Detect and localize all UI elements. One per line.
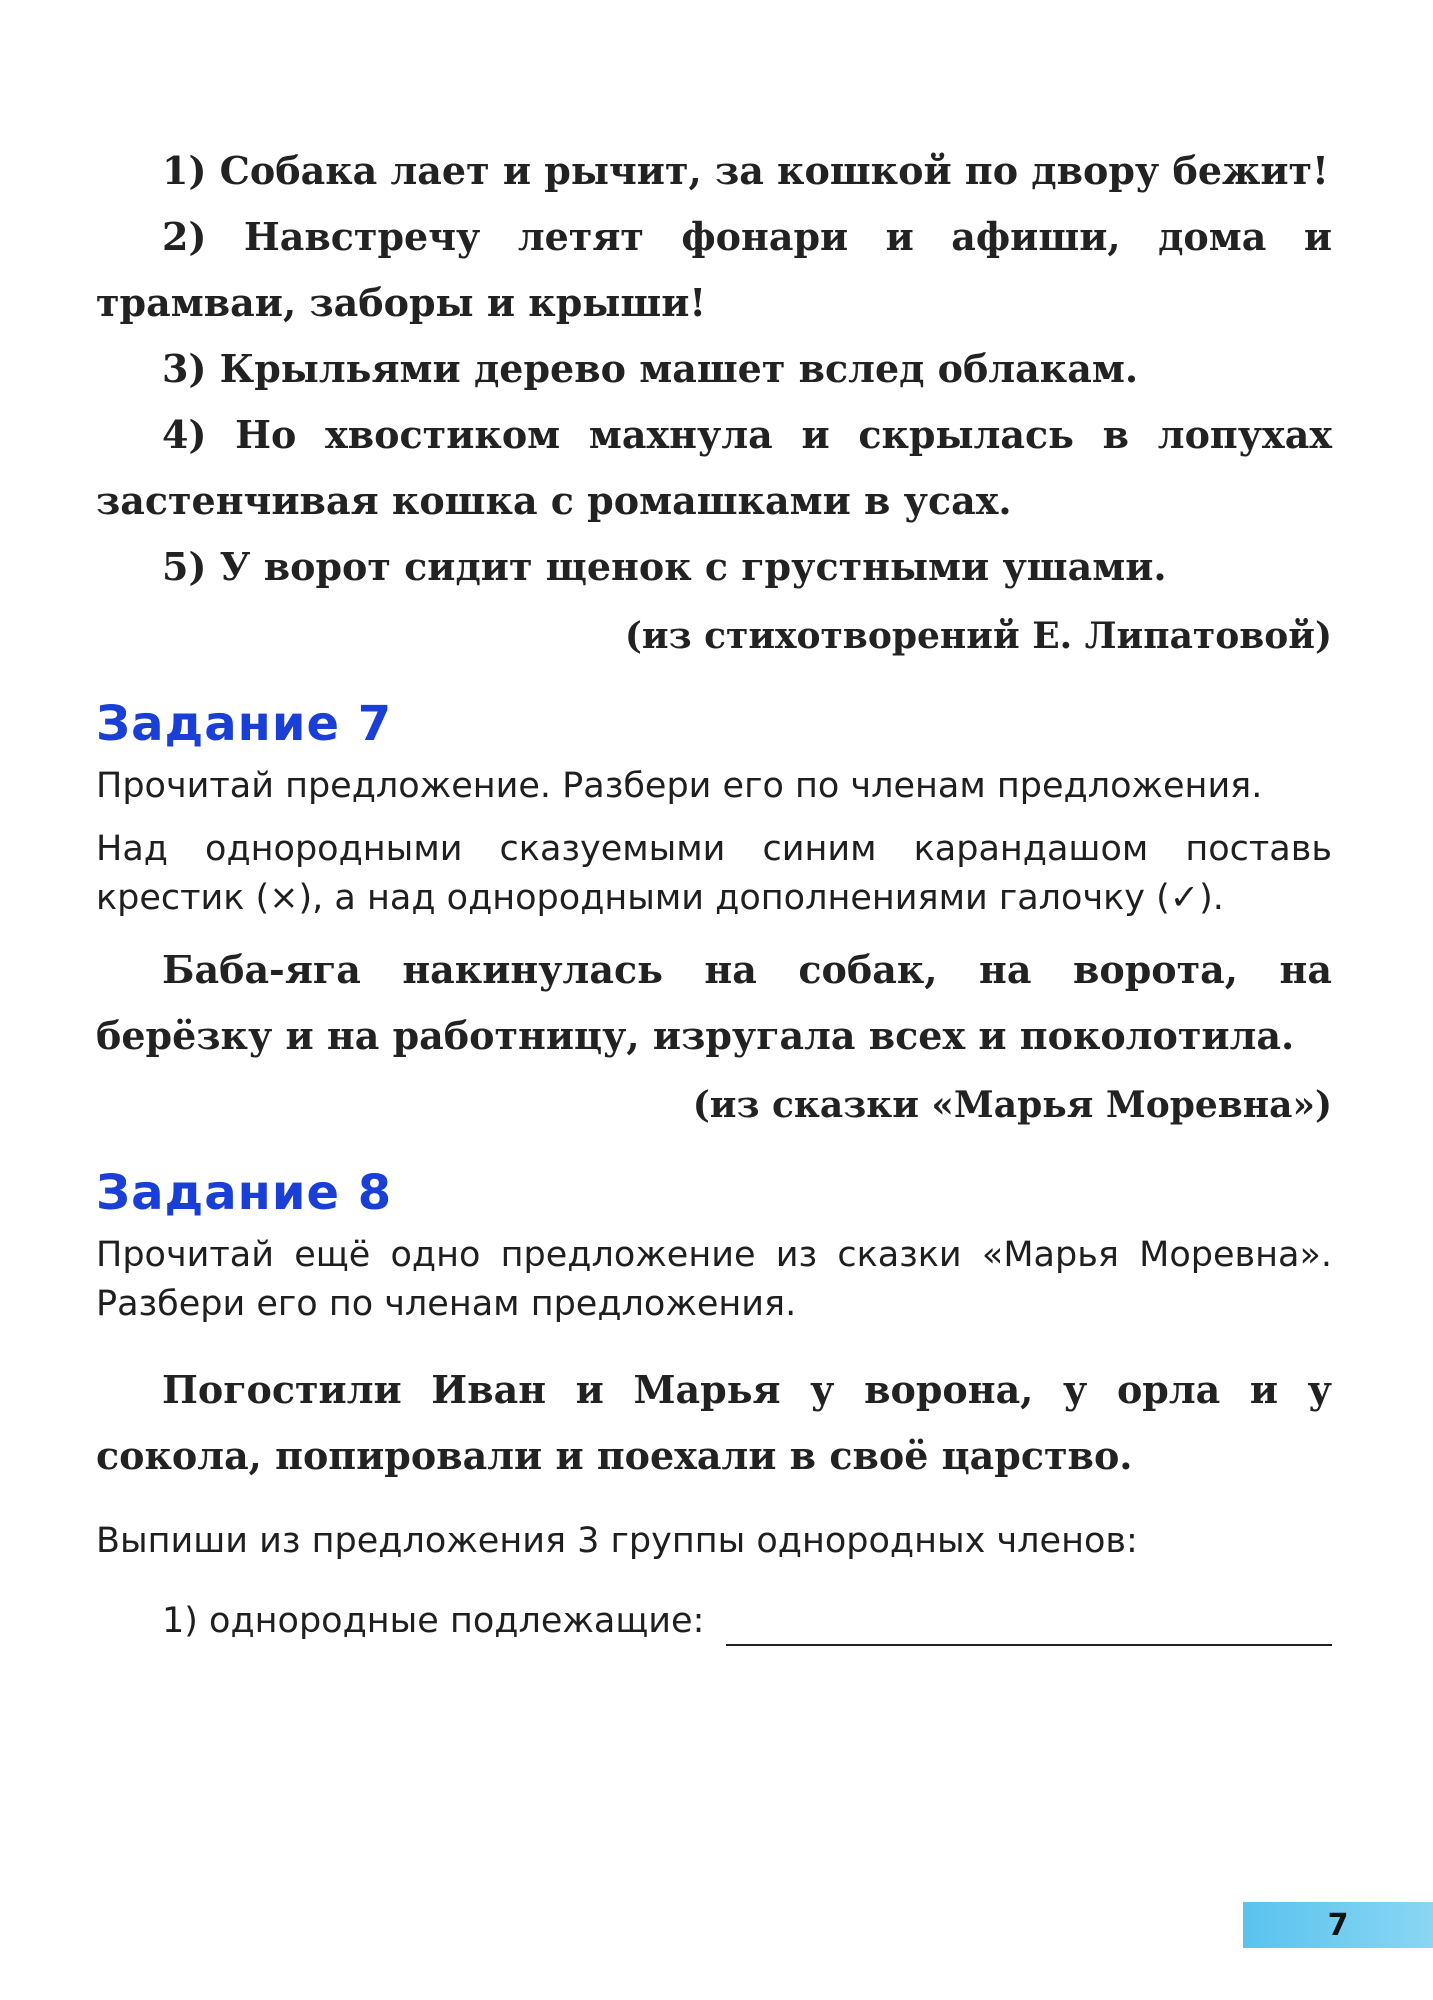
textbook-page [96,138,1332,1646]
poem-line-3: 3) Крыльями дерево машет вслед облакам. [162,346,1139,391]
page-number-badge [1243,1902,1433,1948]
poem-block [96,138,1332,600]
page-number: 7 [1327,1907,1349,1943]
task-8-title: Задание 8 [96,1165,393,1221]
task-7-instruction-2: Над однородными сказуемыми синим карандашом поставь крестик (×), а над однородными дополнениями галочку (✓). [96,829,1332,918]
task-8-sentence: Погостили Иван и Марья у ворона, у орла и у сокола, попировали и поехали в своё царство. [96,1367,1332,1478]
poem-line-2: 2) Навстречу летят фонари и афиши, дома и трамваи, заборы и крыши! [96,214,1332,325]
task-7-attribution: (из сказки «Марья Моревна») [692,1084,1332,1126]
answer-1-label: 1) однородные подлежащие: [162,1601,705,1641]
task-8-instruction-2: Выпиши из предложения 3 группы однородных членов: [96,1521,1138,1561]
answer-row-1 [96,1596,1332,1646]
poem-line-1: 1) Собака лает и рычит, за кошкой по двору бежит! [162,148,1329,193]
poem-attribution: (из стихотворений Е. Липатовой) [624,615,1332,657]
answer-1-line[interactable] [726,1608,1332,1646]
task-8-instruction-1: Прочитай ещё одно предложение из сказки «Марья Моревна». Разбери его по членам предложения. [96,1235,1332,1324]
poem-line-5: 5) У ворот сидит щенок с грустными ушами. [162,544,1167,589]
task-7-title: Задание 7 [96,696,393,752]
task-7-instruction-1: Прочитай предложение. Разбери его по членам предложения. [96,766,1263,806]
poem-line-4: 4) Но хвостиком махнула и скрылась в лопухах застенчивая кошка с ромашками в усах. [96,412,1332,523]
task-7-sentence: Баба-яга накинулась на собак, на ворота, на берёзку и на работницу, изругала всех и поколотила. [96,947,1332,1058]
